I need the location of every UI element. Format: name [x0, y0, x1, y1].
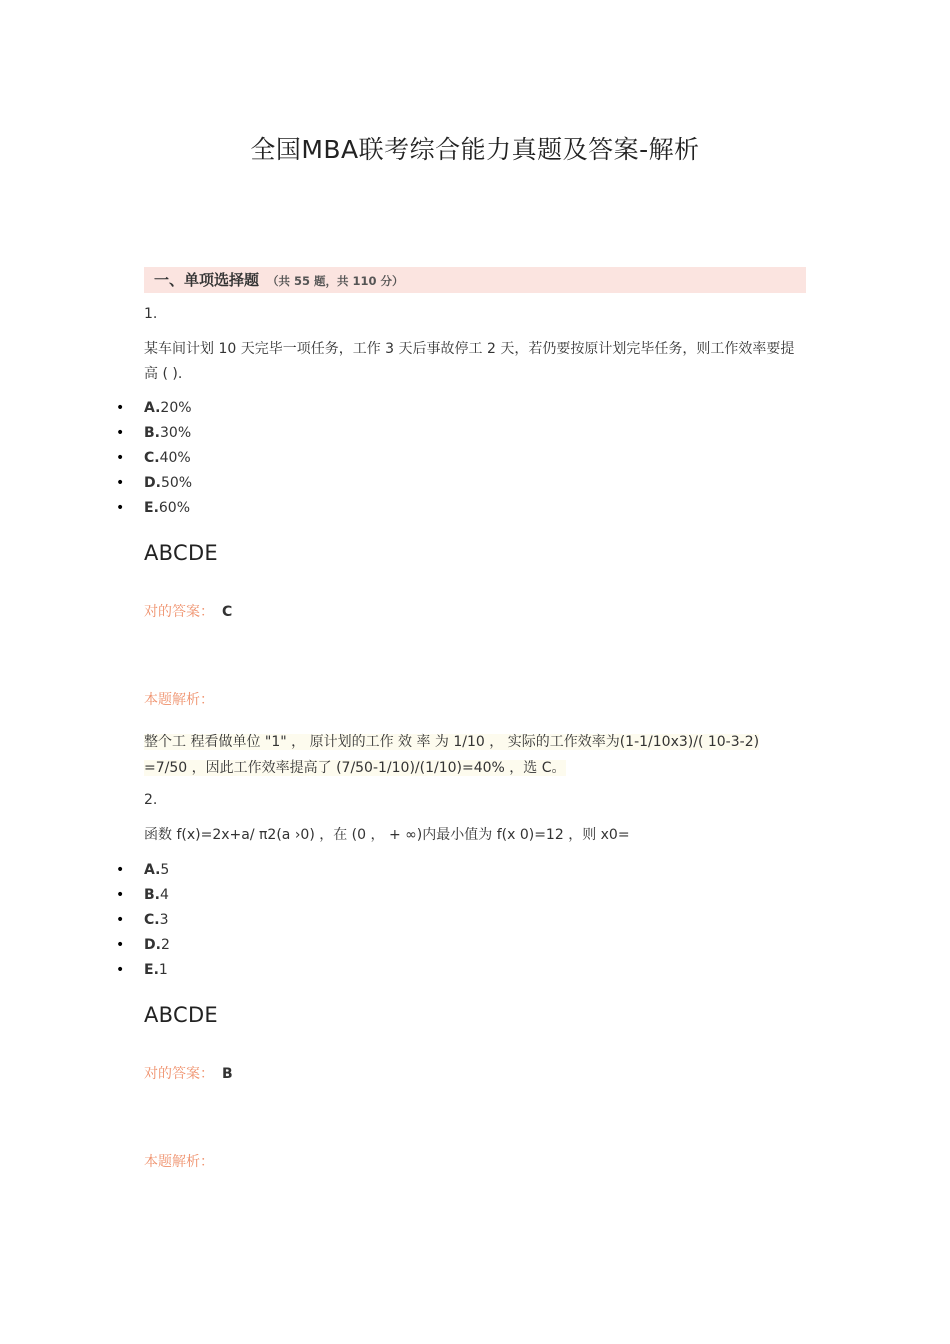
option-letter: A.	[144, 862, 161, 878]
document-title: 全国MBA联考综合能力真题及答案-解析	[250, 135, 700, 164]
option-letter: E.	[144, 962, 159, 978]
question-text: 某车间计划 10 天完毕一项任务，工作 3 天后事故停工 2 天，若仍要按原计划完毕任务，则工作效率要提高 ( ).	[144, 341, 795, 382]
bullet-icon: •	[116, 500, 125, 516]
option-e[interactable]	[116, 500, 191, 516]
option-text: 40%	[159, 450, 191, 466]
option-a[interactable]	[116, 862, 170, 878]
choice-letters: ABCDE	[144, 1003, 219, 1027]
bullet-icon: •	[116, 912, 125, 928]
choice-letters: ABCDE	[144, 541, 219, 565]
question-number: 1.	[144, 306, 158, 322]
bullet-icon: •	[116, 425, 125, 441]
option-d[interactable]	[116, 937, 170, 953]
option-text: 1	[158, 962, 168, 978]
option-b[interactable]	[116, 887, 169, 903]
answer-value: B	[222, 1066, 233, 1082]
option-text: 20%	[160, 400, 192, 416]
option-letter: D.	[144, 937, 161, 953]
answer-value: C	[222, 604, 233, 620]
bullet-icon: •	[116, 400, 125, 416]
option-c[interactable]	[116, 912, 169, 928]
option-letter: B.	[144, 425, 160, 441]
option-text: 2	[160, 937, 170, 953]
bullet-icon: •	[116, 862, 125, 878]
option-letter: B.	[144, 887, 160, 903]
answer-label: 对的答案：	[144, 604, 214, 620]
analysis-label: 本题解析：	[144, 1154, 214, 1170]
option-b[interactable]	[116, 425, 192, 441]
option-text: 50%	[160, 475, 193, 491]
option-a[interactable]	[116, 400, 192, 416]
bullet-icon: •	[116, 887, 125, 903]
section-header	[144, 267, 806, 293]
option-letter: C.	[144, 450, 160, 466]
option-text: 4	[160, 887, 169, 903]
option-letter: D.	[144, 475, 161, 491]
option-text: 5	[160, 862, 170, 878]
bullet-icon: •	[116, 450, 125, 466]
option-text: 30%	[160, 425, 192, 441]
option-letter: E.	[144, 500, 159, 516]
bullet-icon: •	[116, 962, 125, 978]
option-letter: C.	[144, 912, 160, 928]
question-number: 2.	[144, 792, 158, 808]
section-meta: （共 55 题，共 110 分）	[267, 274, 404, 288]
option-text: 60%	[158, 500, 191, 516]
bullet-icon: •	[116, 475, 125, 491]
bullet-icon: •	[116, 937, 125, 953]
answer-row	[144, 601, 232, 621]
option-text: 3	[159, 912, 169, 928]
question-text: 函数 f(x)=2x+a/ π2(a ›0) ，在 (0 ， + ∞)内最小值为 f(x 0)=12 ，则 x0=	[144, 827, 630, 843]
option-e[interactable]	[116, 962, 168, 978]
answer-row	[144, 1063, 233, 1083]
answer-label: 对的答案：	[144, 1066, 214, 1082]
option-letter: A.	[144, 400, 161, 416]
section-name: 一、单项选择题	[154, 271, 260, 289]
option-d[interactable]	[116, 475, 193, 491]
analysis-label: 本题解析：	[144, 692, 214, 708]
option-c[interactable]	[116, 450, 191, 466]
analysis-text: 整个工 程看做单位 "1" ， 原计划的工作 效 率 为 1/10 ， 实际的工作效率为(1-1/10x3)/( 10-3-2) =7/50 ，因此工作效率提高了 (7/50-1/10)/(1/10)=40% ，选 C。	[144, 734, 760, 776]
